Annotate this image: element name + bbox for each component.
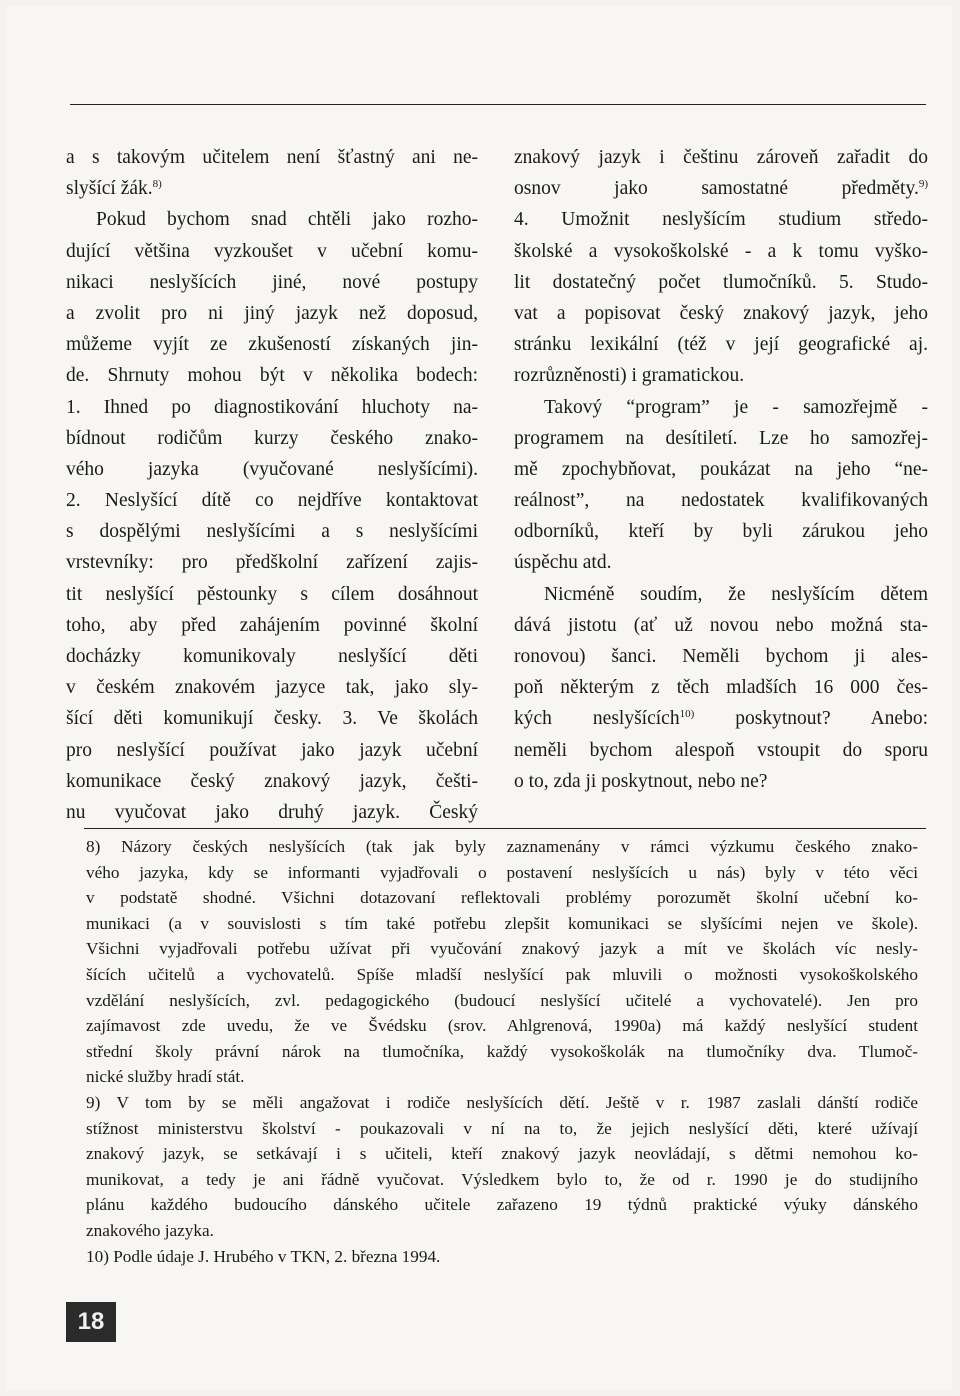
text-line <box>66 360 478 391</box>
footnote-line <box>86 860 918 886</box>
text-line <box>66 703 478 734</box>
text-run: vzdělání neslyšících, zvl. pedagogického (budoucí neslyšící učitelé a vychovatelé). Jen pro <box>86 990 918 1010</box>
text-run: školské a vysokoškolské - a k tomu vyško- <box>514 240 928 262</box>
text-run: munikaci (a v souvislosti s tím také potřebu zlepšit komunikaci se slyšícími nejen ve škole). <box>86 913 918 933</box>
text-run: tit neslyšící pěstounky s cílem dosáhnout <box>66 583 478 605</box>
text-line <box>514 204 928 235</box>
footnote-line <box>86 1192 918 1218</box>
text-line <box>66 485 478 516</box>
text-run: střední školy právní nárok na tlumočníka, každý vysokoškolák na tlumočníky dva. Tlumoč- <box>86 1041 918 1061</box>
text-line <box>66 454 478 485</box>
text-run: můžeme vyjít ze zkušeností získaných jin- <box>66 334 478 356</box>
text-line <box>514 703 928 734</box>
text-run: reálnost”, na nedostatek kvalifikovaných <box>514 490 928 512</box>
text-run: Všichni vyjadřovali potřebu užívat při vyučování znakový jazyk a mít ve školách víc nesly- <box>86 939 918 959</box>
footnote-line <box>86 962 918 988</box>
text-line <box>66 267 478 298</box>
text-run: s dospělými neslyšícími a s neslyšícími <box>66 521 478 543</box>
text-line <box>66 766 478 797</box>
footnote-line <box>86 1013 918 1039</box>
text-run: 8) Názory českých neslyšících (tak jak byly zaznamenány v rámci výzkumu českého znako- <box>86 837 918 856</box>
footnote-line <box>86 1116 918 1142</box>
footnote-line <box>86 885 918 911</box>
text-run: kých neslyšících <box>514 708 680 730</box>
text-line <box>66 423 478 454</box>
text-run: vat a popisovat český znakový jazyk, jeho <box>514 302 928 324</box>
text-run: a s takovým učitelem není šťastný ani ne- <box>66 147 478 168</box>
text-run: znakového jazyka. <box>86 1220 214 1240</box>
text-line <box>66 204 478 235</box>
text-run: de. Shrnuty mohou být v několika bodech: <box>66 365 478 387</box>
text-line <box>514 423 928 454</box>
text-line <box>514 454 928 485</box>
text-run: dující většina vyzkoušet v učební komu- <box>66 240 478 262</box>
text-line <box>514 267 928 298</box>
text-run: dává jistotu (ať už novou nebo možná sta- <box>514 614 928 636</box>
text-line <box>66 797 478 828</box>
text-line <box>66 298 478 329</box>
text-run: nické služby hradí stát. <box>86 1067 245 1087</box>
footnote-line <box>86 1218 918 1244</box>
text-line <box>66 579 478 610</box>
text-line <box>514 142 928 173</box>
text-run: lit dostatečný počet tlumočníků. 5. Studo- <box>514 271 928 293</box>
text-run: znakový jazyk i češtinu zároveň zařadit do <box>514 147 928 168</box>
text-line <box>66 516 478 547</box>
footnote-line <box>86 1244 918 1270</box>
footnote-line <box>86 1167 918 1193</box>
text-run: komunikace český znakový jazyk, češti- <box>66 770 478 792</box>
text-line <box>66 236 478 267</box>
text-line <box>66 329 478 360</box>
text-run: programem na desítiletí. Lze ho samozřej- <box>514 427 928 449</box>
text-line <box>514 329 928 360</box>
text-line <box>66 392 478 423</box>
text-run: Takový “program” je - samozřejmě - <box>544 396 928 418</box>
text-line <box>66 547 478 578</box>
header-rule <box>70 104 926 105</box>
text-run: Pokud bychom snad chtěli jako rozho- <box>96 209 478 231</box>
text-line <box>514 547 928 578</box>
text-run: pro neslyšící používat jako jazyk učební <box>66 739 478 761</box>
footnote-line <box>86 834 918 860</box>
text-line <box>66 672 478 703</box>
document-page <box>6 6 952 1390</box>
text-run: v podstatě shodné. Všichni dotazovaní reflektovali problémy porozumět školní učební ko- <box>86 888 918 908</box>
text-run: 2. Neslyšící dítě co nejdříve kontaktovat <box>66 490 478 512</box>
footnote-line <box>86 936 918 962</box>
text-line <box>514 579 928 610</box>
text-line <box>514 485 928 516</box>
text-run: mě zpochybňovat, poukázat na jeho “ne- <box>514 458 928 480</box>
text-run: nikaci neslyšících jiné, nové postupy <box>66 271 478 293</box>
text-run: o to, zda ji poskytnout, nebo ne? <box>514 770 768 792</box>
text-line <box>514 735 928 766</box>
text-run: stránku lexikální (též v její geografické aj. <box>514 334 928 356</box>
text-line <box>514 298 928 329</box>
text-line <box>66 173 478 204</box>
text-run: v českém znakovém jazyce tak, jako sly- <box>66 677 478 699</box>
footnote-line <box>86 988 918 1014</box>
text-run: nu vyučovat jako druhý jazyk. Český <box>66 801 478 823</box>
text-run: neměli bychom alespoň vstoupit do sporu <box>514 739 928 761</box>
text-run: vrstevníky: pro předškolní zařízení zajis- <box>66 552 478 574</box>
footnote-marker: 8) <box>152 178 162 191</box>
page-number: 18 <box>66 1302 116 1342</box>
text-line <box>66 735 478 766</box>
text-run: úspěchu atd. <box>514 552 612 574</box>
text-line <box>514 610 928 641</box>
text-run: 4. Umožnit neslyšícím studium středo- <box>514 209 928 231</box>
text-run: munikovat, a tedy je ani řádně vyučovat. Výsledkem bylo to, že od r. 1990 je do studijního <box>86 1169 918 1189</box>
text-run: slyšící žák. <box>66 178 153 200</box>
footnote-line <box>86 1090 918 1116</box>
text-run: 1. Ihned po diagnostikování hluchoty na- <box>66 396 478 418</box>
text-line <box>514 236 928 267</box>
footnote-line <box>86 1141 918 1167</box>
text-run: odborníků, kteří by byli zárukou jeho <box>514 521 928 543</box>
text-line <box>514 766 928 797</box>
text-line <box>66 142 478 173</box>
text-run: 9) V tom by se měli angažovat i rodiče neslyšících dětí. Ještě v r. 1987 zaslali dánští rodiče <box>86 1092 918 1112</box>
text-run: šících učitelů a vychovatelů. Spíše mladší neslyšící pak mluvili o možnosti vysokoškolského <box>86 964 918 984</box>
footnote-separator <box>84 828 926 829</box>
text-line <box>66 641 478 672</box>
text-run: ronovou) šanci. Neměli bychom ji ales- <box>514 646 928 667</box>
footnote-line <box>86 911 918 937</box>
text-run: rozrůzněnosti) i gramatickou. <box>514 365 745 387</box>
text-run: 10) Podle údaje J. Hrubého v TKN, 2. března 1994. <box>86 1246 441 1266</box>
text-run: vého jazyka, kdy se informanti vyjadřovali o postavení neslyšících u nás) byly v této věci <box>86 862 918 882</box>
text-run: Nicméně soudím, že neslyšícím dětem <box>544 583 928 605</box>
text-run: osnov jako samostatné předměty. <box>514 178 919 200</box>
right-text-column <box>514 142 928 797</box>
text-run: bídnout rodičům kurzy českého znako- <box>66 427 478 449</box>
text-run: znakový jazyk, se setkávají i s učiteli, kteří znakový jazyk neovládají, s dětmi nemohou ko- <box>86 1144 918 1164</box>
text-run: a zvolit pro ni jiný jazyk než doposud, <box>66 302 478 324</box>
text-run: plánu každého budoucího dánského učitele zařazeno 19 týdnů praktické výuky dánského <box>86 1195 918 1215</box>
text-run: docházky komunikovaly neslyšící děti <box>66 646 478 667</box>
footnotes <box>86 834 918 1269</box>
text-line <box>514 516 928 547</box>
left-text-column <box>66 142 478 828</box>
footnote-line <box>86 1064 918 1090</box>
text-run: zajímavost zde uvedu, že ve Švédsku (srov. Ahlgrenová, 1990a) má každý neslyšící student <box>86 1016 918 1036</box>
text-line <box>66 610 478 641</box>
footnote-marker: 10) <box>679 708 695 721</box>
text-run: šící děti komunikují česky. 3. Ve školách <box>66 708 478 730</box>
text-run: poskytnout? Anebo: <box>694 708 928 730</box>
footnote-line <box>86 1039 918 1065</box>
text-line <box>514 173 928 204</box>
text-line <box>514 360 928 391</box>
text-line <box>514 672 928 703</box>
text-run: stížnost ministerstvu školství - poukazovali v ní na to, že jejich neslyšící děti, které užívají <box>86 1118 918 1138</box>
text-run: poň některým z těch mladších 16 000 čes- <box>514 677 928 699</box>
text-run: vého jazyka (vyučované neslyšícími). <box>66 458 478 480</box>
footnote-marker: 9) <box>918 178 928 191</box>
text-line <box>514 641 928 672</box>
text-run: toho, aby před zahájením povinné školní <box>66 614 478 636</box>
text-line <box>514 392 928 423</box>
